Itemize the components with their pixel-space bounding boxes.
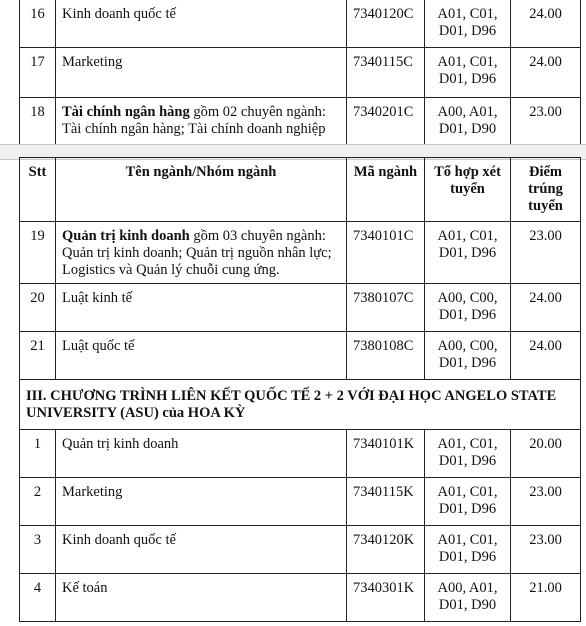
table-row bbox=[20, 98, 581, 146]
table-row bbox=[20, 574, 581, 622]
header-tohop: Tổ hợp xét tuyển bbox=[425, 158, 511, 222]
cell-diem: 24.00 bbox=[511, 48, 581, 98]
cell-diem: 23.00 bbox=[511, 526, 581, 574]
cell-stt: 21 bbox=[20, 332, 56, 380]
cell-stt: 16 bbox=[20, 0, 56, 48]
header-ma: Mã ngành bbox=[347, 158, 425, 222]
cell-tohop: A01, C01, D01, D96 bbox=[425, 478, 511, 526]
section-row bbox=[20, 380, 581, 430]
cell-tohop: A01, C01, D01, D96 bbox=[425, 526, 511, 574]
program-name-text: Kinh doanh quốc tế bbox=[62, 6, 176, 22]
table-row bbox=[20, 284, 581, 332]
cell-diem: 23.00 bbox=[511, 222, 581, 284]
cell-tohop: A00, C00, D01, D96 bbox=[425, 332, 511, 380]
cell-ma: 7340101K bbox=[347, 430, 425, 478]
cell-diem: 20.00 bbox=[511, 430, 581, 478]
admission-table-part-2 bbox=[19, 157, 581, 622]
table-body bbox=[20, 0, 581, 146]
program-name-text: Luật quốc tế bbox=[62, 338, 135, 354]
program-name-text: Luật kinh tế bbox=[62, 290, 133, 306]
cell-stt: 1 bbox=[20, 430, 56, 478]
cell-stt: 18 bbox=[20, 98, 56, 146]
header-stt: Stt bbox=[20, 158, 56, 222]
cell-ma: 7340201C bbox=[347, 98, 425, 146]
cell-diem: 24.00 bbox=[511, 0, 581, 48]
cell-tohop: A00, A01, D01, D90 bbox=[425, 574, 511, 622]
program-name-text: Quản trị kinh doanh bbox=[62, 436, 179, 452]
cell-name bbox=[56, 478, 347, 526]
cell-stt: 19 bbox=[20, 222, 56, 284]
cell-name bbox=[56, 332, 347, 380]
section-title: III. CHƯƠNG TRÌNH LIÊN KẾT QUỐC TẾ 2 + 2 VỚI ĐẠI HỌC ANGELO STATE UNIVERSITY (ASU) của HOA KỲ bbox=[20, 380, 581, 430]
cell-ma: 7380108C bbox=[347, 332, 425, 380]
cell-tohop: A00, A01, D01, D90 bbox=[425, 98, 511, 146]
cell-name bbox=[56, 222, 347, 284]
program-name-text: gồm 03 chuyên ngành: Quản trị kinh doanh; Quản trị nguồn nhân lực; Logistics và Quản lý chuỗi cung ứng. bbox=[62, 228, 332, 278]
cell-name bbox=[56, 98, 347, 146]
cell-ma: 7340120K bbox=[347, 526, 425, 574]
table-body bbox=[20, 222, 581, 622]
cell-tohop: A00, C00, D01, D96 bbox=[425, 284, 511, 332]
cell-ma: 7340101C bbox=[347, 222, 425, 284]
cell-name bbox=[56, 430, 347, 478]
cell-ma: 7340301K bbox=[347, 574, 425, 622]
cell-ma: 7340115C bbox=[347, 48, 425, 98]
table-row bbox=[20, 222, 581, 284]
cell-stt: 3 bbox=[20, 526, 56, 574]
admission-table-part-1 bbox=[19, 0, 581, 146]
table-row bbox=[20, 0, 581, 48]
program-name-text: Kinh doanh quốc tế bbox=[62, 532, 176, 548]
cell-diem: 23.00 bbox=[511, 478, 581, 526]
program-name-text: Marketing bbox=[62, 54, 123, 70]
program-name-bold: Quản trị kinh doanh bbox=[62, 228, 190, 244]
table-row bbox=[20, 526, 581, 574]
cell-diem: 23.00 bbox=[511, 98, 581, 146]
cell-tohop: A01, C01, D01, D96 bbox=[425, 430, 511, 478]
cell-ma: 7340120C bbox=[347, 0, 425, 48]
program-name-text: gồm 02 chuyên ngành: Tài chính ngân hàng; Tài chính doanh nghiệp bbox=[62, 104, 326, 137]
program-name-text: Marketing bbox=[62, 484, 123, 500]
cell-ma: 7340115K bbox=[347, 478, 425, 526]
cell-diem: 24.00 bbox=[511, 332, 581, 380]
cell-name bbox=[56, 574, 347, 622]
cell-name bbox=[56, 48, 347, 98]
program-name-bold: Tài chính ngân hàng bbox=[62, 104, 190, 120]
table-row bbox=[20, 430, 581, 478]
cell-stt: 2 bbox=[20, 478, 56, 526]
header-diem: Điểm trúng tuyển bbox=[511, 158, 581, 222]
cell-tohop: A01, C01, D01, D96 bbox=[425, 0, 511, 48]
program-name-text: Kế toán bbox=[62, 580, 108, 596]
cell-tohop: A01, C01, D01, D96 bbox=[425, 222, 511, 284]
cell-stt: 17 bbox=[20, 48, 56, 98]
table-row bbox=[20, 332, 581, 380]
cell-tohop: A01, C01, D01, D96 bbox=[425, 48, 511, 98]
cell-diem: 24.00 bbox=[511, 284, 581, 332]
cell-diem: 21.00 bbox=[511, 574, 581, 622]
header-name: Tên ngành/Nhóm ngành bbox=[56, 158, 347, 222]
cell-name bbox=[56, 0, 347, 48]
table-row bbox=[20, 48, 581, 98]
cell-stt: 4 bbox=[20, 574, 56, 622]
table-header-row bbox=[20, 158, 581, 222]
cell-ma: 7380107C bbox=[347, 284, 425, 332]
cell-name bbox=[56, 284, 347, 332]
table-row bbox=[20, 478, 581, 526]
cell-name bbox=[56, 526, 347, 574]
cell-stt: 20 bbox=[20, 284, 56, 332]
